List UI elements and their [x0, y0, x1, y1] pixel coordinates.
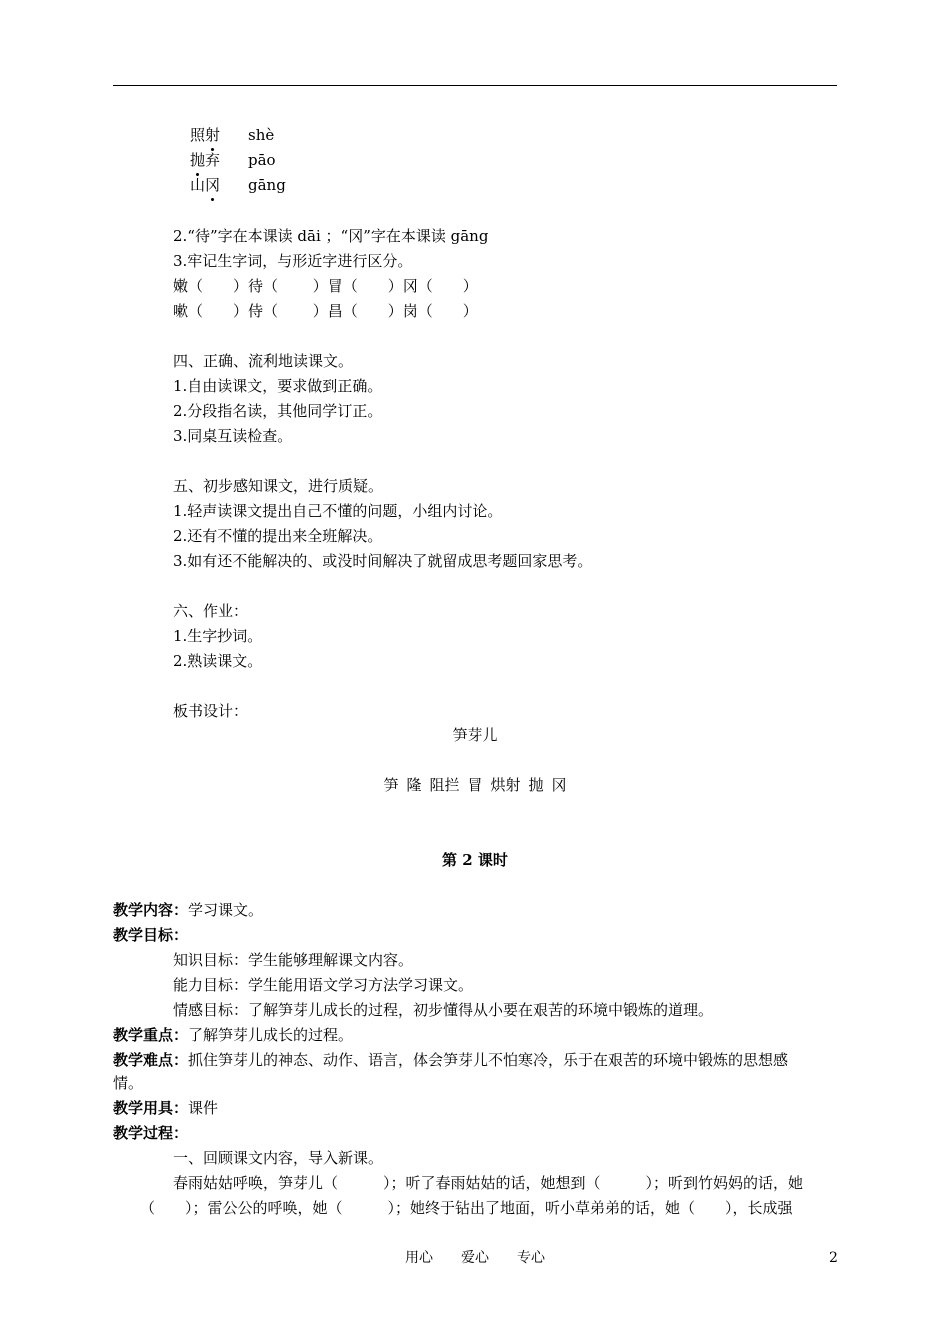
- field-label: 教学用具：: [113, 1099, 189, 1117]
- footer-item: 用心: [405, 1250, 433, 1266]
- field-label: 教学目标：: [113, 926, 189, 944]
- field-label: 教学重点：: [113, 1026, 189, 1044]
- board-word: 冒: [467, 776, 483, 794]
- board-words: [0, 775, 950, 795]
- page-number: 2: [829, 1250, 838, 1266]
- pinyin-text: pāo: [248, 151, 276, 169]
- board-word: 冈: [551, 776, 567, 794]
- teaching-content: [113, 900, 263, 920]
- board-word: 笋: [383, 776, 399, 794]
- board-word: 隆: [406, 776, 422, 794]
- text-line: 2.分段指名读，其他同学订正。: [173, 402, 383, 420]
- text-line: 2.还有不懂的提出来全班解决。: [173, 527, 383, 545]
- board-word: 烘射: [490, 776, 521, 794]
- field-label: 教学内容：: [113, 901, 189, 919]
- section-heading: 五、初步感知课文，进行质疑。: [173, 477, 384, 495]
- board-label: 板书设计：: [173, 702, 249, 720]
- board-title: 笋芽儿: [452, 726, 498, 744]
- field-value: 了解笋芽儿成长的过程。: [188, 1026, 354, 1044]
- text-line: 2.“待”字在本课读 dāi ；“冈”字在本课读 gāng: [173, 227, 489, 245]
- header-rule: [113, 85, 837, 86]
- board-word: 阻拦: [429, 776, 460, 794]
- section-heading: 四、正确、流利地读课文。: [173, 352, 354, 370]
- field-value: 课件: [188, 1099, 219, 1117]
- section-heading: 六、作业：: [173, 602, 249, 620]
- process-text: （ ）；雷公公的呼唤，她（ ）；她终于钻出了地面，听小草弟弟的话，她（ ），长成强: [140, 1199, 793, 1217]
- footer-item: 专心: [517, 1250, 545, 1266]
- text-line: 1.轻声读课文提出自己不懂的问题，小组内讨论。: [173, 502, 503, 520]
- process-step: 一、回顾课文内容，导入新课。: [173, 1149, 384, 1167]
- text-line: 2.熟读课文。: [173, 652, 263, 670]
- field-value: 抓住笋芽儿的神态、动作、语言，体会笋芽儿不怕寒冷，乐于在艰苦的环境中锻炼的思想感: [188, 1051, 789, 1069]
- pinyin-row: 照射: [190, 126, 221, 144]
- char-compare-row: 嫩（ ）待（ ）冒（ ）冈（ ）: [173, 277, 478, 295]
- text-line: 3.同桌互读检查。: [173, 427, 293, 445]
- char-compare-row: 嗽（ ）侍（ ）昌（ ）岗（ ）: [173, 302, 478, 320]
- lesson-title: 第 2 课时: [442, 851, 508, 869]
- field-label: 教学过程：: [113, 1124, 189, 1142]
- teaching-key: [113, 1025, 353, 1045]
- footer-motto: [0, 1248, 950, 1268]
- text-line: 1.自由读课文，要求做到正确。: [173, 377, 383, 395]
- teaching-difficulty: [113, 1050, 788, 1070]
- goal-line: 情感目标：了解笋芽儿成长的过程，初步懂得从小要在艰苦的环境中锻炼的道理。: [173, 1001, 714, 1019]
- goal-line: 知识目标：学生能够理解课文内容。: [173, 951, 414, 969]
- text-line: 3.牢记生字词，与形近字进行区分。: [173, 252, 413, 270]
- pinyin-text: shè: [248, 126, 275, 144]
- teaching-tools: [113, 1098, 218, 1118]
- field-value: 学习课文。: [188, 901, 264, 919]
- text-line: 3.如有还不能解决的、或没时间解决了就留成思考题回家思考。: [173, 552, 593, 570]
- pinyin-text: gāng: [248, 176, 286, 194]
- field-label: 教学难点：: [113, 1051, 189, 1069]
- goal-line: 能力目标：学生能用语文学习方法学习课文。: [173, 976, 474, 994]
- process-text: 春雨姑姑呼唤，笋芽儿（ ）；听了春雨姑姑的话，她想到（ ）；听到竹妈妈的话，她: [173, 1174, 804, 1192]
- pinyin-row: 抛弃: [190, 151, 221, 169]
- pinyin-row: 山冈: [190, 176, 221, 194]
- footer-item: 爱心: [461, 1250, 489, 1266]
- text-line: 1.生字抄词。: [173, 627, 263, 645]
- board-word: 抛: [528, 776, 544, 794]
- field-value: 情。: [113, 1074, 144, 1092]
